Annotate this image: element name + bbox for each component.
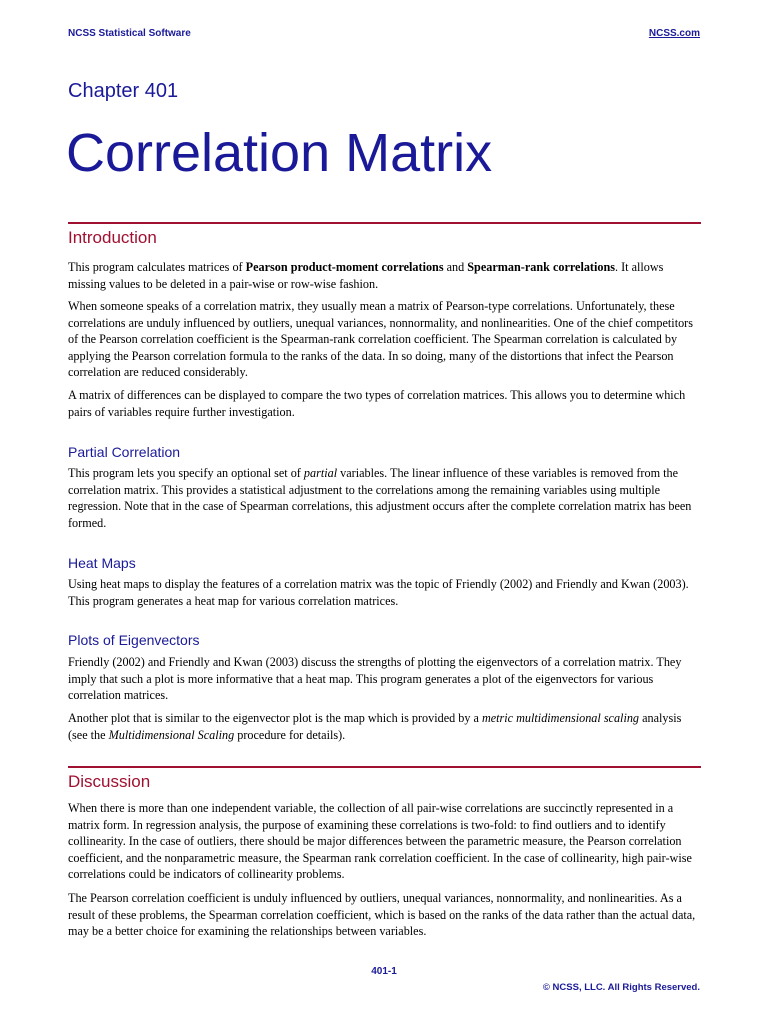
section-rule [68, 766, 701, 768]
discussion-paragraph-1: When there is more than one independent variable, the collection of all pair-wise correlations are succinctly represented in a matrix form. In regression analysis, the purpose of examining these correlations is two-fold: to find outliers and to identify collinearity. In the case of outliers, there should be major differences between the parametric measure, the Pearson correlation coefficient, and the nonparametric measure, the Spearman rank correlation coefficient. In the case of collinearity, high pair-wise correlations could be indicators of collinearity problems. [68, 801, 692, 881]
heading-partial-correlation: Partial Correlation [68, 444, 181, 460]
heading-plots-of-eigenvectors: Plots of Eigenvectors [68, 632, 200, 648]
chapter-label: Chapter 401 [68, 80, 179, 102]
intro-paragraph-1: This program calculates matrices of Pearson product-moment correlations and Spearman-rank correlations. It allows missing values to be deleted in a pair-wise or row-wise fashion. [68, 260, 664, 291]
page-header [68, 28, 700, 42]
discussion-paragraph-2: The Pearson correlation coefficient is unduly influenced by outliers, unequal variances, nonnormality, and nonlinearities. As a result of these problems, the Spearman correlation coefficient, which is based on the ranks of the data rather than the actual data, may be a better choice for examining the relationships between variables. [68, 891, 696, 938]
copyright-notice: © NCSS, LLC. All Rights Reserved. [542, 982, 700, 993]
page-number: 401-1 [371, 966, 397, 977]
partial-paragraph-1: This program lets you specify an optional set of partial variables. The linear influence of these variables is removed from the correlation matrix. This provides a statistical adjustment to the correlations among the remaining variables using multiple regression. Note that in the case of Spearman correlations, this adjustment occurs after the complete correlation matrix has been formed. [68, 466, 692, 530]
heatmaps-paragraph-1: Using heat maps to display the features of a correlation matrix was the topic of Friendly (2002) and Friendly and Kwan (2003). This program generates a heat map for various correlation matrices. [68, 577, 689, 608]
heading-discussion: Discussion [68, 772, 151, 791]
heading-introduction: Introduction [68, 228, 157, 247]
intro-paragraph-2: When someone speaks of a correlation matrix, they usually mean a matrix of Pearson-type correlations. Unfortunately, these correlations are unduly influenced by outliers, unequal variances, nonnormality, and nonlinearities. One of the chief competitors of the Pearson correlation coefficient is the Spearman-rank correlation coefficient. The Spearman correlation is calculated by applying the Pearson correlation formula to the ranks of the data. In so doing, many of the distortions that infect the Pearson correlation are reduced considerably. [68, 299, 693, 379]
publisher-name: NCSS Statistical Software [68, 28, 191, 39]
heading-heat-maps: Heat Maps [68, 555, 136, 571]
website-link[interactable]: NCSS.com [648, 28, 700, 39]
intro-paragraph-3: A matrix of differences can be displayed to compare the two types of correlation matrices. This allows you to determine which pairs of variables require further investigation. [68, 388, 686, 419]
section-rule [68, 222, 701, 224]
eigen-paragraph-2: Another plot that is similar to the eigenvector plot is the map which is provided by a metric multidimensional scaling analysis (see the Multidimensional Scaling procedure for details). [68, 711, 682, 742]
document-title: Correlation Matrix [66, 123, 493, 183]
eigen-paragraph-1: Friendly (2002) and Friendly and Kwan (2003) discuss the strengths of plotting the eigenvectors of a correlation matrix. They imply that such a plot is more informative that a heat map. This program generates a plot of the eigenvectors for various correlation matrices. [68, 655, 682, 702]
